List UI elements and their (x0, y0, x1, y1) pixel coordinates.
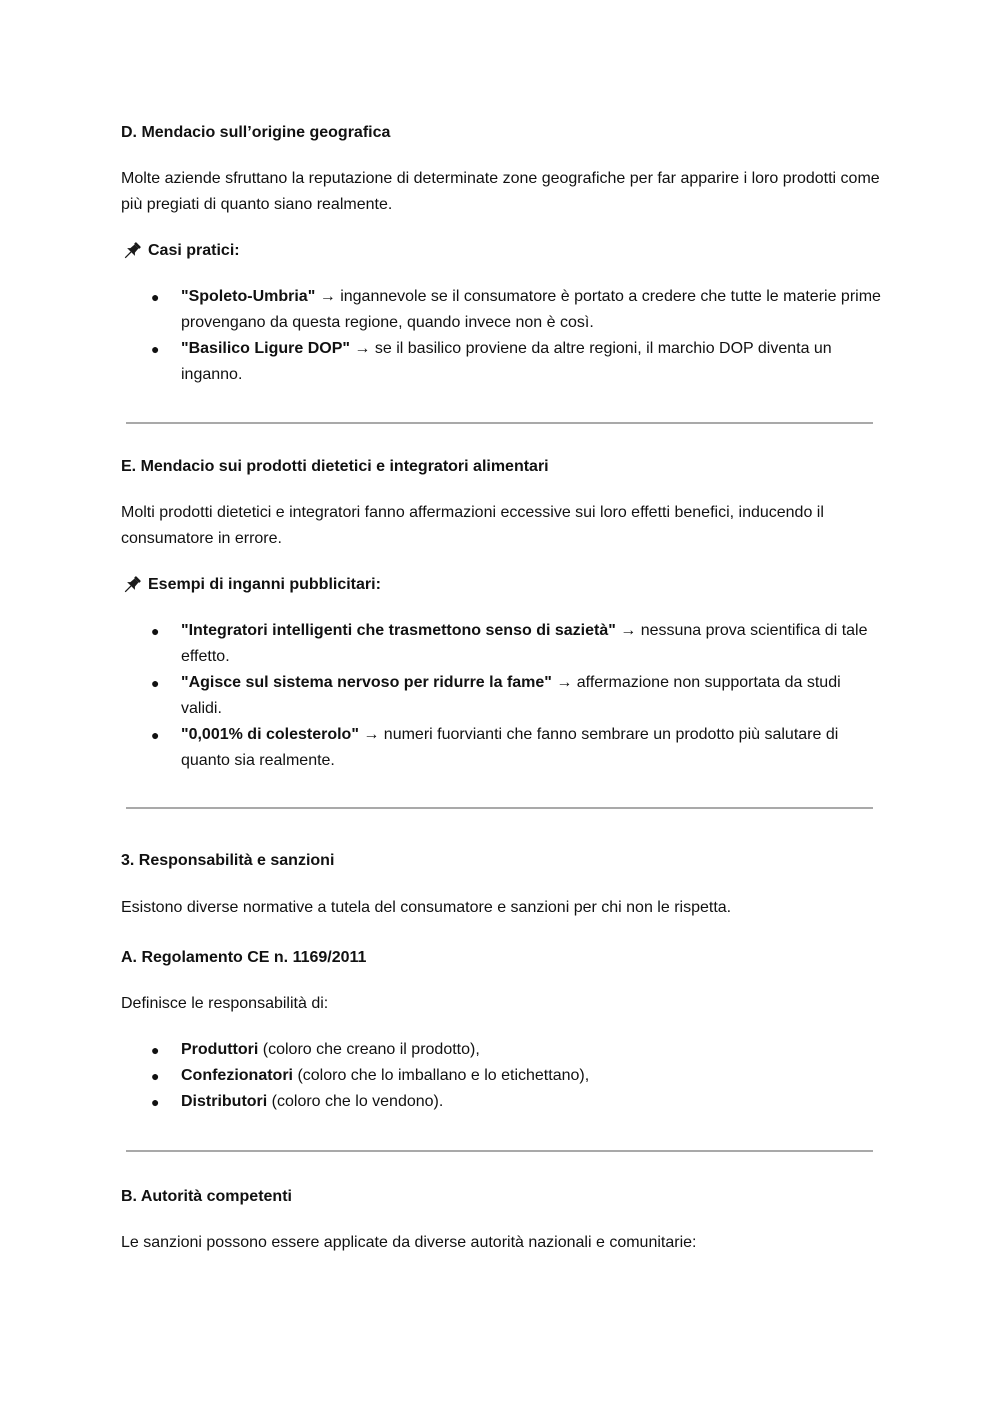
list-item-text: → se il basilico proviene da altre regioni, il marchio DOP diventa un inganno. (181, 340, 832, 383)
list-item (121, 670, 881, 722)
pushpin-icon (121, 240, 143, 262)
list-item-bold: "Basilico Ligure DOP" (181, 340, 350, 357)
list-item (121, 284, 881, 336)
section-d-cases-heading (121, 238, 881, 264)
list-item-text: → affermazione non supportata da studi validi. (181, 674, 841, 717)
list-item (121, 1063, 881, 1089)
list-item-bold: Produttori (181, 1041, 259, 1058)
bullet-icon: ● (151, 727, 160, 743)
list-item (121, 1089, 881, 1115)
list-item-text: → numeri fuorvianti che fanno sembrare un prodotto più salutare di quanto sia realmente. (181, 726, 839, 769)
bullet-icon: ● (151, 289, 160, 305)
section-3-heading: 3. Responsabilità e sanzioni (121, 852, 335, 869)
bullet-icon: ● (151, 1094, 160, 1110)
examples-heading-label: Esempi di inganni pubblicitari: (148, 576, 381, 593)
horizontal-divider (126, 807, 873, 809)
section-e-heading: E. Mendacio sui prodotti dietetici e integratori alimentari (121, 458, 549, 475)
list-item-text: (coloro che lo imballano e lo etichettano), (293, 1067, 590, 1084)
pushpin-icon (121, 574, 143, 596)
bullet-icon: ● (151, 1068, 160, 1084)
bullet-icon: ● (151, 675, 160, 691)
list-item-bold: Distributori (181, 1093, 268, 1110)
section-3b-heading: B. Autorità competenti (121, 1188, 292, 1205)
section-3b-intro: Le sanzioni possono essere applicate da diverse autorità nazionali e comunitarie: (121, 1234, 697, 1251)
list-item-text: (coloro che creano il prodotto), (258, 1041, 480, 1058)
bullet-icon: ● (151, 623, 160, 639)
section-e-list (121, 618, 881, 774)
bullet-icon: ● (151, 341, 160, 357)
cases-heading-label: Casi pratici: (148, 242, 240, 259)
section-3-intro: Esistono diverse normative a tutela del consumatore e sanzioni per chi non le rispetta. (121, 899, 732, 916)
list-item-text: → ingannevole se il consumatore è portato a credere che tutte le materie prime provengano da questa regione, quando invece non è così. (181, 288, 881, 331)
list-item (121, 336, 881, 388)
list-item-text: (coloro che lo vendono). (267, 1093, 444, 1110)
section-e-examples-heading (121, 572, 881, 598)
list-item-text: → nessuna prova scientifica di tale effetto. (181, 622, 868, 665)
list-item-bold: "0,001% di colesterolo" (181, 726, 359, 743)
section-3a-intro: Definisce le responsabilità di: (121, 995, 329, 1012)
list-item-bold: "Integratori intelligenti che trasmettono senso di sazietà" (181, 622, 616, 639)
list-item (121, 618, 881, 670)
horizontal-divider (126, 1150, 873, 1152)
list-item-bold: "Spoleto-Umbria" (181, 288, 316, 305)
horizontal-divider (126, 422, 873, 424)
section-3a-list (121, 1037, 881, 1115)
section-d-list (121, 284, 881, 388)
list-item-bold: Confezionatori (181, 1067, 293, 1084)
list-item (121, 722, 881, 774)
bullet-icon: ● (151, 1042, 160, 1058)
section-d-heading: D. Mendacio sull’origine geografica (121, 124, 391, 141)
section-3a-heading: A. Regolamento CE n. 1169/2011 (121, 949, 367, 966)
list-item-bold: "Agisce sul sistema nervoso per ridurre la fame" (181, 674, 552, 691)
list-item (121, 1037, 881, 1063)
section-e-intro: Molti prodotti dietetici e integratori fanno affermazioni eccessive sui loro effetti benefici, inducendo il consumatore in errore. (121, 504, 824, 547)
section-d-intro: Molte aziende sfruttano la reputazione di determinate zone geografiche per far apparire i loro prodotti come più pregiati di quanto siano realmente. (121, 170, 880, 213)
